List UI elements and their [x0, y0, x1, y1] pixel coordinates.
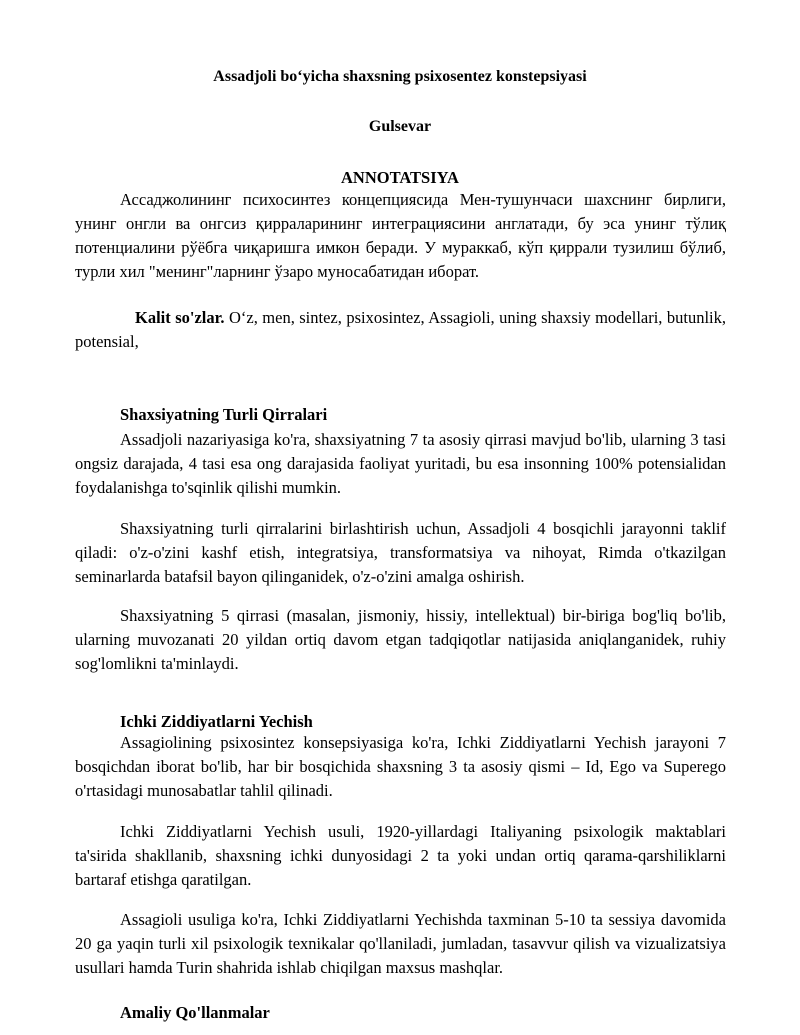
section-paragraph: Ichki Ziddiyatlarni Yechish usuli, 1920-yillardagi Italiyaning psixologik maktablari ta'sirida shakllanib, shaxsning ichki dunyosidagi 2 ta yoki undan ortiq qarama-qarshiliklarni bartaraf etishga qaratilgan. — [75, 822, 726, 889]
annotation-heading: ANNOTATSIYA — [341, 168, 459, 187]
keywords-text: O‘z, men, sintez, psixosintez, Assagioli, uning shaxsiy modellari, butunlik, potensial, — [75, 308, 726, 351]
annotation-paragraph: Ассаджолининг психосинтез концепциясида Мен-тушунчаси шахснинг бирлиги, унинг онгли ва онгсиз қирраларининг интеграциясини англатади, бу эса унинг тўлиқ потенциалини рўёбга чиқаришга имкон беради. У мураккаб, кўп қиррали тузилиш бўлиб, турли хил "менинг"ларнинг ўзаро муносабатидан иборат. — [75, 190, 726, 281]
document-title: Assadjoli bo‘yicha shaxsning psixosentez konstepsiyasi — [213, 68, 587, 85]
section-heading: Shaxsiyatning Turli Qirralari — [120, 405, 328, 424]
section-paragraph: Shaxsiyatning turli qirralarini birlashtirish uchun, Assadjoli 4 bosqichli jarayonni taklif qiladi: o'z-o'zini kashf etish, integratsiya, transformatsiya va nihoyat, Rimda o'tkazilgan seminarlarda batafsil bayon qilinganidek, o'z-o'zini amalga oshirish. — [75, 519, 726, 586]
keywords-paragraph — [75, 306, 726, 354]
section-paragraph: Assagiolining psixosintez konsepsiyasiga ko'ra, Ichki Ziddiyatlarni Yechish jarayoni 7 bosqichdan iborat bo'lib, har bir bosqichida shaxsning 3 ta asosiy qismi – Id, Ego va Superego o'rtasidagi munosabatlar tahlil qilinadi. — [75, 733, 726, 800]
section-paragraph: Assagioli usuliga ko'ra, Ichki Ziddiyatlarni Yechishda taxminan 5-10 ta sessiya davomida 20 ga yaqin turli xil psixologik texnikalar qo'llaniladi, jumladan, tasavvur qilish va vizualizatsiya usullari hamda Turin shahrida ishlab chiqilgan maxsus mashqlar. — [75, 910, 726, 977]
keywords-label: Kalit so'zlar. — [135, 308, 225, 327]
section-heading: Amaliy Qo'llanmalar — [120, 1003, 270, 1022]
section-paragraph: Assadjoli nazariyasiga ko'ra, shaxsiyatning 7 ta asosiy qirrasi mavjud bo'lib, ularning 3 tasi ongsiz darajada, 4 tasi esa ong darajasida faoliyat yuritadi, bu esa insonning 100% potensialidan foydalanishga to'sqinlik qilishi mumkin. — [75, 430, 726, 497]
section-paragraph: Shaxsiyatning 5 qirrasi (masalan, jismoniy, hissiy, intellektual) bir-biriga bog'liq bo'lib, ularning muvozanati 20 yildan ortiq davom etgan tadqiqotlar natijasida aniqlanganidek, ruhiy sog'lomlikni ta'minlaydi. — [75, 606, 726, 673]
author-name: Gulsevar — [368, 118, 432, 135]
section-heading: Ichki Ziddiyatlarni Yechish — [120, 712, 313, 731]
